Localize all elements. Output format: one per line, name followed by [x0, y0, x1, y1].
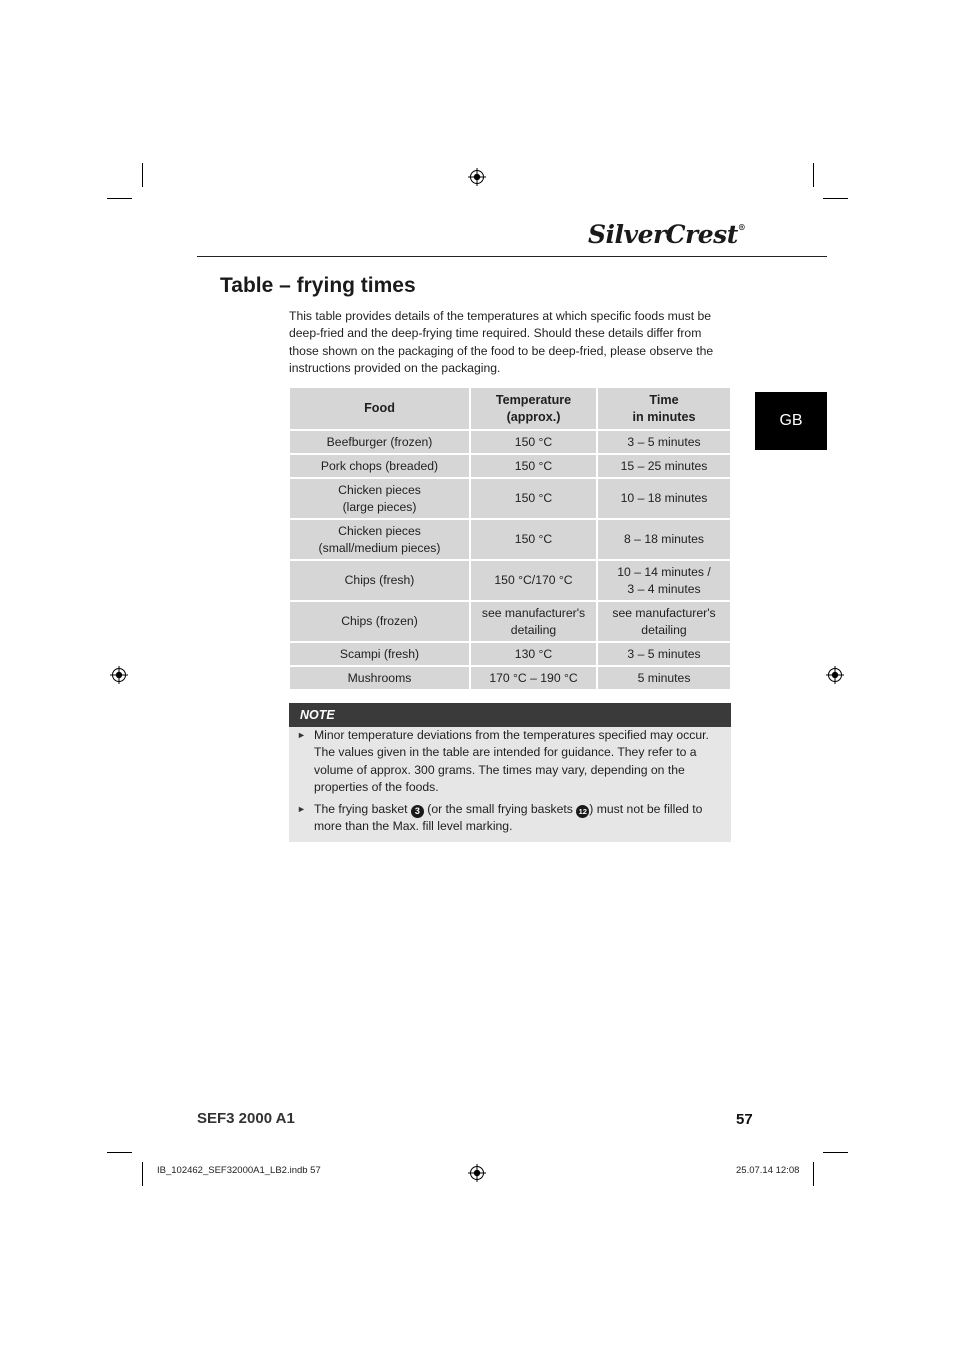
time-cell: 3 – 5 minutes	[598, 643, 730, 667]
table-row	[290, 643, 730, 667]
temperature-cell: 130 °C	[471, 643, 598, 667]
table-row	[290, 455, 730, 479]
crop-mark	[107, 1152, 132, 1153]
crop-mark	[823, 1152, 848, 1153]
registration-mark-icon	[110, 666, 128, 684]
table-row	[290, 520, 730, 561]
table-row	[290, 431, 730, 455]
bullet-arrow-icon: ►	[297, 803, 306, 814]
table-row	[290, 561, 730, 602]
time-cell: 3 – 5 minutes	[598, 431, 730, 455]
temperature-cell: 150 °C	[471, 431, 598, 455]
print-slug-file: IB_102462_SEF32000A1_LB2.indb 57	[157, 1165, 321, 1176]
page-title: Table – frying times	[220, 274, 416, 297]
table-row	[290, 667, 730, 689]
table-row	[290, 602, 730, 643]
time-cell: 10 – 14 minutes / 3 – 4 minutes	[598, 561, 730, 602]
food-cell: Scampi (fresh)	[290, 643, 471, 667]
time-cell: see manufacturer's detailing	[598, 602, 730, 643]
crop-mark	[142, 1162, 143, 1186]
model-number: SEF3 2000 A1	[197, 1110, 295, 1127]
registration-mark-icon	[826, 666, 844, 684]
temperature-cell: 150 °C	[471, 455, 598, 479]
temperature-cell: 150 °C	[471, 520, 598, 561]
food-cell: Chips (fresh)	[290, 561, 471, 602]
time-cell: 5 minutes	[598, 667, 730, 689]
food-cell: Mushrooms	[290, 667, 471, 689]
temperature-cell: see manufacturer's detailing	[471, 602, 598, 643]
temperature-cell: 170 °C – 190 °C	[471, 667, 598, 689]
food-cell: Chicken pieces (small/medium pieces)	[290, 520, 471, 561]
time-cell: 10 – 18 minutes	[598, 479, 730, 520]
language-tab: GB	[755, 392, 827, 450]
column-header-temperature: Temperature (approx.)	[471, 388, 598, 431]
frying-times-table	[290, 388, 730, 689]
header-rule	[197, 256, 827, 257]
crop-mark	[813, 163, 814, 187]
crop-mark	[107, 198, 132, 199]
temperature-cell: 150 °C/170 °C	[471, 561, 598, 602]
intro-paragraph: This table provides details of the temperatures at which specific foods must be deep-fried and the deep-frying time required. Should these details differ from those shown on the packaging of the food to be deep-fried, please observe the instructions provided on the packaging.	[289, 309, 714, 376]
bullet-arrow-icon: ►	[297, 730, 306, 740]
crop-mark	[813, 1162, 814, 1186]
food-cell: Pork chops (breaded)	[290, 455, 471, 479]
table-row	[290, 479, 730, 520]
crop-mark	[142, 163, 143, 187]
time-cell: 8 – 18 minutes	[598, 520, 730, 561]
part-number-badge: 3	[411, 805, 424, 818]
page-number: 57	[736, 1111, 753, 1128]
note-item: ► Minor temperature deviations from the temperatures specified may occur. The values given in the table are intended for guidance. They refer to a volume of approx. 300 grams. The times may vary, depending on the properties of the foods.	[297, 728, 709, 795]
print-slug-date: 25.07.14 12:08	[736, 1165, 800, 1176]
registration-mark-icon	[468, 1164, 486, 1182]
food-cell: Chicken pieces (large pieces)	[290, 479, 471, 520]
brand-logo: SilverCrest®	[588, 220, 746, 249]
crop-mark	[823, 198, 848, 199]
note-box	[289, 703, 731, 842]
time-cell: 15 – 25 minutes	[598, 455, 730, 479]
temperature-cell: 150 °C	[471, 479, 598, 520]
part-number-badge: 12	[576, 805, 589, 818]
note-item: ► The frying basket 3 (or the small frying baskets 12 ) must not be filled to more than the Max. fill level marking.	[297, 801, 703, 834]
column-header-food: Food	[290, 388, 471, 431]
food-cell: Beefburger (frozen)	[290, 431, 471, 455]
table-header-row	[290, 388, 730, 431]
food-cell: Chips (frozen)	[290, 602, 471, 643]
column-header-time: Time in minutes	[598, 388, 730, 431]
note-heading: NOTE	[289, 703, 731, 727]
registration-mark-icon	[468, 168, 486, 186]
